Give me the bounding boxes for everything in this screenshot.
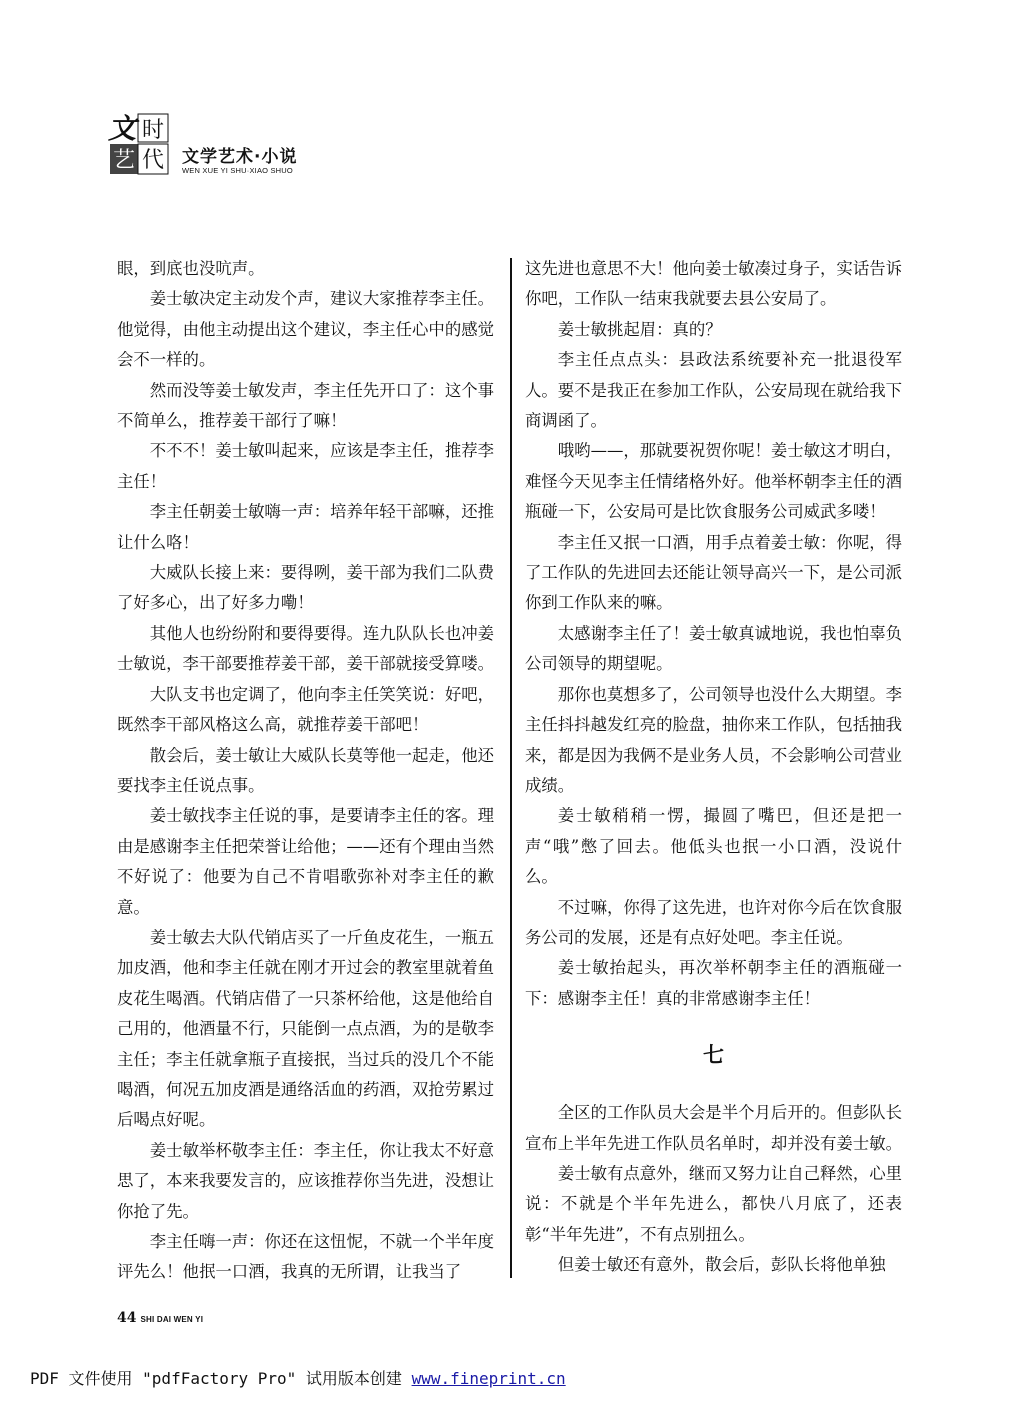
paragraph: 眼，到底也没吭声。 xyxy=(117,259,265,278)
paragraph: 李主任又抿一口酒，用手点着姜士敏：你呢，得了工作队的先进回去还能让领导高兴一下，是公司派你到工作队来的嘛。 xyxy=(525,532,902,613)
magazine-header xyxy=(108,112,368,182)
paragraph: 大威队长接上来：要得咧，姜干部为我们二队费了好多心，出了好多力嘞！ xyxy=(117,563,494,613)
paragraph: 李主任朝姜士敏嗨一声：培养年轻干部嘛，还推让什么咯！ xyxy=(117,502,494,552)
pdf-footer xyxy=(30,1366,566,1389)
magazine-logo xyxy=(108,112,170,176)
paragraph: 李主任点点头：县政法系统要补充一批退役军人。要不是我正在参加工作队，公安局现在就给我下商调函了。 xyxy=(525,350,902,431)
paragraph: 大队支书也定调了，他向李主任笑笑说：好吧，既然李干部风格这么高，就推荐姜干部吧！ xyxy=(117,684,494,735)
column-divider xyxy=(510,258,512,1278)
section-pinyin: WEN XUE YI SHU·XIAO SHUO xyxy=(182,166,293,175)
right-column xyxy=(525,254,902,1281)
footer-text: PDF 文件使用 "pdfFactory Pro" 试用版本创建 xyxy=(30,1369,412,1388)
paragraph: 不不不！姜士敏叫起来，应该是李主任，推荐李主任！ xyxy=(117,441,494,491)
logo-graphic xyxy=(108,112,170,176)
svg-text:文: 文 xyxy=(108,112,137,145)
paragraph: 姜士敏稍稍一愣，撮圆了嘴巴，但还是把一声“哦”憋了回去。他低头也抿一小口酒，没说什么。 xyxy=(525,806,902,887)
paragraph: 李主任嗨一声：你还在这忸怩，不就一个半年度评先么！他抿一口酒，我真的无所谓，让我当了 xyxy=(117,1232,494,1282)
paragraph: 姜士敏有点意外，继而又努力让自己释然，心里说：不就是个半年先进么，都快八月底了，还表彰“半年先进”，不有点别扭么。 xyxy=(525,1163,902,1244)
paragraph: 然而没等姜士敏发声，李主任先开口了：这个事不简单么，推荐姜干部行了嘛！ xyxy=(117,380,494,431)
paragraph: 那你也莫想多了，公司领导也没什么大期望。李主任抖抖越发红亮的脸盘，抽你来工作队，包括抽我来，都是因为我俩不是业务人员，不会影响公司营业成绩。 xyxy=(525,684,902,795)
paragraph: 哦哟——，那就要祝贺你呢！姜士敏这才明白，难怪今天见李主任情绪格外好。他举杯朝李主任的酒瓶碰一下，公安局可是比饮食服务公司威武多喽！ xyxy=(525,441,902,522)
left-column xyxy=(117,254,494,1288)
paragraph: 太感谢李主任了！姜士敏真诚地说，我也怕辜负公司领导的期望呢。 xyxy=(525,623,902,674)
magazine-name: SHI DAI WEN YI xyxy=(140,1315,204,1324)
paragraph: 但姜士敏还有意外，散会后，彭队长将他单独 xyxy=(557,1255,886,1275)
paragraph: 姜士敏抬起头，再次举杯朝李主任的酒瓶碰一下：感谢李主任！真的非常感谢李主任！ xyxy=(525,958,902,1008)
page-number: 44 xyxy=(117,1310,137,1326)
paragraph: 姜士敏找李主任说的事，是要请李主任的客。理由是感谢李主任把荣誉让给他；——还有个理由当然不好说了：他要为自己不肯唱歌弥补对李主任的歉意。 xyxy=(117,806,494,917)
section-title: 文学艺术·小说 xyxy=(182,147,298,167)
chapter-number: 七 xyxy=(703,1042,724,1068)
paragraph: 这先进也意思不大！他向姜士敏凑过身子，实话告诉你吧，工作队一结束我就要去县公安局了。 xyxy=(525,259,902,309)
svg-text:代: 代 xyxy=(141,148,165,173)
right-column-top xyxy=(525,254,902,1014)
right-column-bottom xyxy=(525,1098,902,1280)
paragraph: 姜士敏举杯敬李主任：李主任，你让我太不好意思了，本来我要发言的，应该推荐你当先进，没想让你抢了先。 xyxy=(117,1140,494,1221)
paragraph: 全区的工作队员大会是半个月后开的。但彭队长宣布上半年先进工作队员名单时，却并没有姜士敏。 xyxy=(525,1103,902,1153)
svg-text:时: 时 xyxy=(141,118,165,143)
paragraph: 姜士敏决定主动发个声，建议大家推荐李主任。他觉得，由他主动提出这个建议，李主任心中的感觉会不一样的。 xyxy=(117,289,494,370)
paragraph: 其他人也纷纷附和要得要得。连九队队长也冲姜士敏说，李干部要推荐姜干部，姜干部就接受算喽。 xyxy=(117,623,494,674)
paragraph: 姜士敏挑起眉：真的？ xyxy=(557,319,722,339)
paragraph: 姜士敏去大队代销店买了一斤鱼皮花生，一瓶五加皮酒，他和李主任就在刚才开过会的教室里就着鱼皮花生喝酒。代销店借了一只茶杯给他，这是他给自己用的，他酒量不行，只能倒一点点酒，为的是敬李主任；李主任就拿瓶子直接抿，当过兵的没几个不能喝酒，何况五加皮酒是通络活血的药酒，双抢劳累过后喝点好呢。 xyxy=(117,927,494,1130)
paragraph: 散会后，姜士敏让大威队长莫等他一起走，他还要找李主任说点事。 xyxy=(117,745,494,795)
page-folio xyxy=(117,1310,203,1326)
footer-link[interactable]: www.fineprint.cn xyxy=(411,1369,566,1388)
paragraph: 不过嘛，你得了这先进，也许对你今后在饮食服务公司的发展，还是有点好处吧。李主任说。 xyxy=(525,897,902,947)
svg-text:艺: 艺 xyxy=(112,148,136,173)
